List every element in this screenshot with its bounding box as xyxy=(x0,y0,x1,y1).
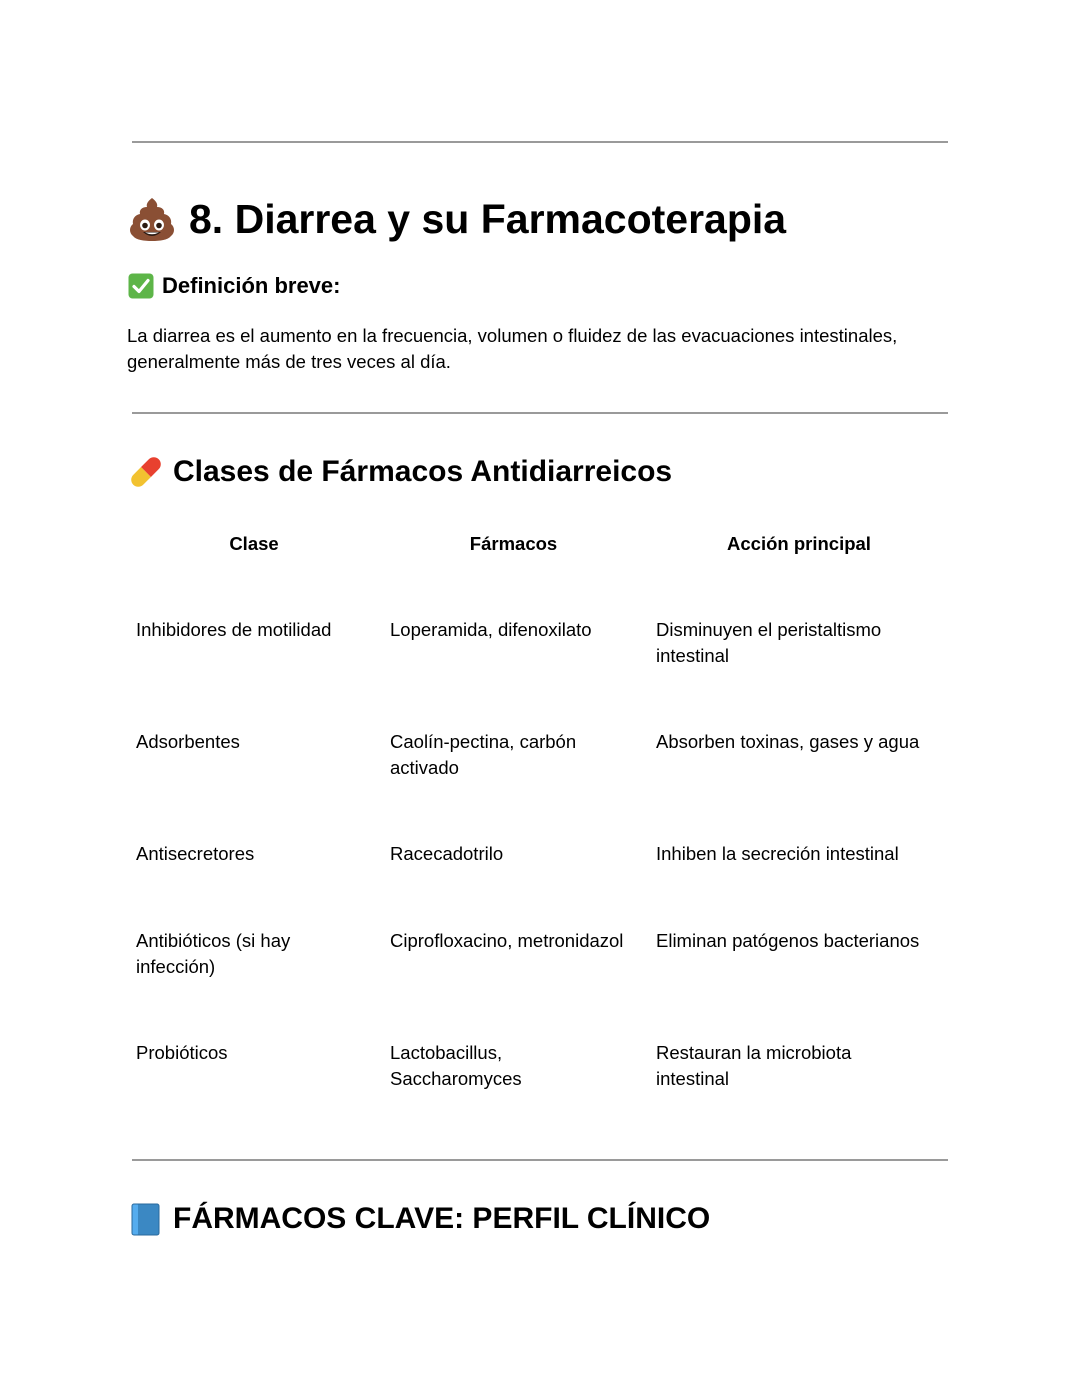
table-header-farmacos: Fármacos xyxy=(469,533,558,554)
table-cell-clase: Inhibidores de motilidad xyxy=(136,619,332,640)
classes-section-heading xyxy=(128,452,672,492)
table-cell-clase: Probióticos xyxy=(136,1042,228,1063)
table-cell-clase: Adsorbentes xyxy=(136,731,240,752)
key-drugs-section-heading xyxy=(128,1199,710,1239)
pill-icon xyxy=(128,454,164,490)
table-cell-accion: Disminuyen el peristaltismo intestinal xyxy=(656,619,882,666)
definition-heading-text: Definición breve: xyxy=(162,273,341,298)
divider-bottom xyxy=(132,1159,948,1161)
table-cell-farmacos: Caolín-pectina, carbón activado xyxy=(390,731,577,778)
table-header-clase: Clase xyxy=(229,533,279,554)
classes-section-heading-text: Clases de Fármacos Antidiarreicos xyxy=(173,455,673,488)
table-cell-farmacos: Loperamida, difenoxilato xyxy=(390,619,592,640)
table-cell-clase: Antibióticos (si hay infección) xyxy=(136,930,291,977)
pile-of-poo-icon xyxy=(128,195,176,243)
definition-paragraph: La diarrea es el aumento en la frecuencia, volumen o fluidez de las evacuaciones intestinales, generalmente más de tres veces al día. xyxy=(127,325,898,372)
definition-heading xyxy=(128,270,340,302)
table-cell-accion: Restauran la microbiota intestinal xyxy=(656,1042,852,1089)
page-title-text: 8. Diarrea y su Farmacoterapia xyxy=(189,196,787,242)
key-drugs-section-heading-text: FÁRMACOS CLAVE: PERFIL CLÍNICO xyxy=(173,1202,711,1235)
table-cell-clase: Antisecretores xyxy=(136,843,255,864)
table-cell-accion: Eliminan patógenos bacterianos xyxy=(656,930,920,951)
table-cell-farmacos: Ciprofloxacino, metronidazol xyxy=(390,930,624,951)
table-cell-accion: Inhiben la secreción intestinal xyxy=(656,843,899,864)
blue-book-icon xyxy=(128,1201,164,1237)
table-cell-accion: Absorben toxinas, gases y agua xyxy=(656,731,920,752)
table-cell-farmacos: Racecadotrilo xyxy=(390,843,504,864)
table-header-accion: Acción principal xyxy=(727,533,871,554)
table-cell-farmacos: Lactobacillus, Saccharomyces xyxy=(390,1042,522,1089)
divider-top xyxy=(132,141,948,143)
check-mark-button-icon xyxy=(128,273,154,299)
page-title xyxy=(128,192,786,246)
divider-middle xyxy=(132,412,948,414)
